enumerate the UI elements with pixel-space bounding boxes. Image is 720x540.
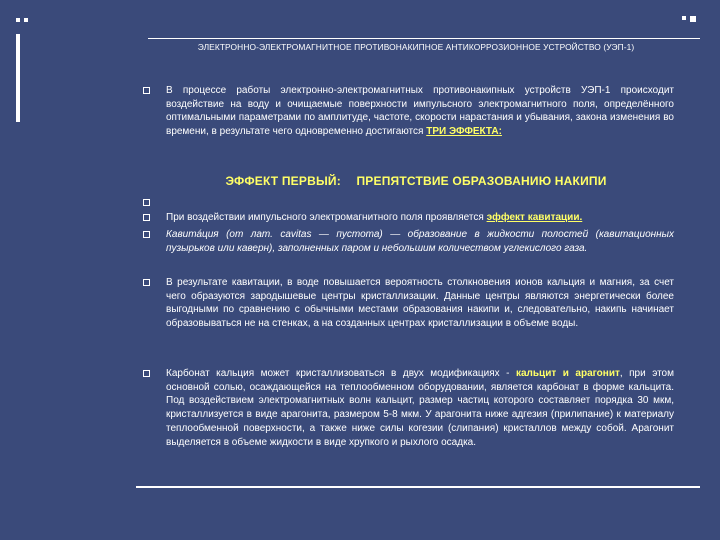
effect-heading — [146, 174, 686, 188]
deco-square — [16, 18, 20, 22]
deco-square — [690, 16, 696, 22]
deco-square — [682, 16, 686, 20]
bottom-rule — [136, 486, 700, 488]
effect-heading-topic: ПРЕПЯТСТВИЕ ОБРАЗОВАНИЮ НАКИПИ — [356, 174, 607, 188]
cavitation-paragraph — [166, 211, 674, 225]
calcite-aragonite-highlight: кальцит и арагонит — [515, 368, 620, 379]
carbonate-paragraph — [166, 367, 674, 449]
carbonate-text-before: Карбонат кальция может кристаллизоваться в двух модификациях - — [166, 368, 510, 379]
definition-paragraph: Кавита́ция (от лат. cavitas — пустота) — образование в жидкости полостей (кавитационных пузырьков или каверн), заполненных паром и небольшим количеством углекислого газа. — [166, 229, 674, 254]
intro-text: В процессе работы электронно-электромагнитных противонакипных устройств УЭП-1 происходит воздействие на воду и очищаемые поверхности импульсного электромагнитного поля, определённого оптимальными параметрами по амплитуде, частоте, скорости нарастания и убывания, закона изменения во времени, в результате чего одновременно достигаются — [166, 85, 674, 138]
decorative-vertical-bar — [16, 34, 20, 122]
bullet-square-icon — [143, 199, 150, 206]
bullet-square-icon — [143, 87, 150, 94]
three-effects-highlight: ТРИ ЭФФЕКТА: — [426, 126, 502, 138]
effect-heading-label: ЭФФЕКТ ПЕРВЫЙ: — [225, 174, 341, 188]
cavitation-text: При воздействии импульсного электромагнитного поля проявляется — [166, 212, 484, 223]
slide-title: ЭЛЕКТРОННО-ЭЛЕКТРОМАГНИТНОЕ ПРОТИВОНАКИПНОЕ АНТИКОРРОЗИОННОЕ УСТРОЙСТВО (УЭП-1) — [197, 42, 635, 52]
bullet-square-icon — [143, 214, 150, 221]
cavitation-highlight: эффект кавитации. — [486, 212, 583, 223]
intro-paragraph — [166, 84, 674, 139]
decorative-squares — [16, 14, 696, 34]
carbonate-text-after: , при этом основной солью, осаждающейся на теплообменном оборудовании, является карбонат в форме кальцита. Под воздействием электромагнитных волн кальцит, размер частиц которого составляет порядка 30 мкм, кристаллизуется в виде арагонита, размером 5-8 мкм. У арагонита ниже адгезия (прилипание) к материалу теплообменной поверхности, а также ниже силы когезии (слипания) кристаллов между собой. Арагонит выделяется в объеме жидкости в виде хрупкого и рыхлого осадка. — [166, 368, 674, 448]
bullet-square-icon — [143, 370, 150, 377]
title-rule — [148, 38, 700, 39]
bullet-square-icon — [143, 231, 150, 238]
deco-square — [24, 18, 28, 22]
crystallization-paragraph: В результате кавитации, в воде повышается вероятность столкновения ионов кальция и магния, за счет чего образуются зародышевые центры кристаллизации. Данные центры являются энергетически более выгодными по сравнению с обычными местами образования накипи и, следовательно, накипь начинает образовываться не на стенках, а на созданных центрах кристаллизации в объеме воды. — [166, 277, 674, 330]
bullet-square-icon — [143, 279, 150, 286]
